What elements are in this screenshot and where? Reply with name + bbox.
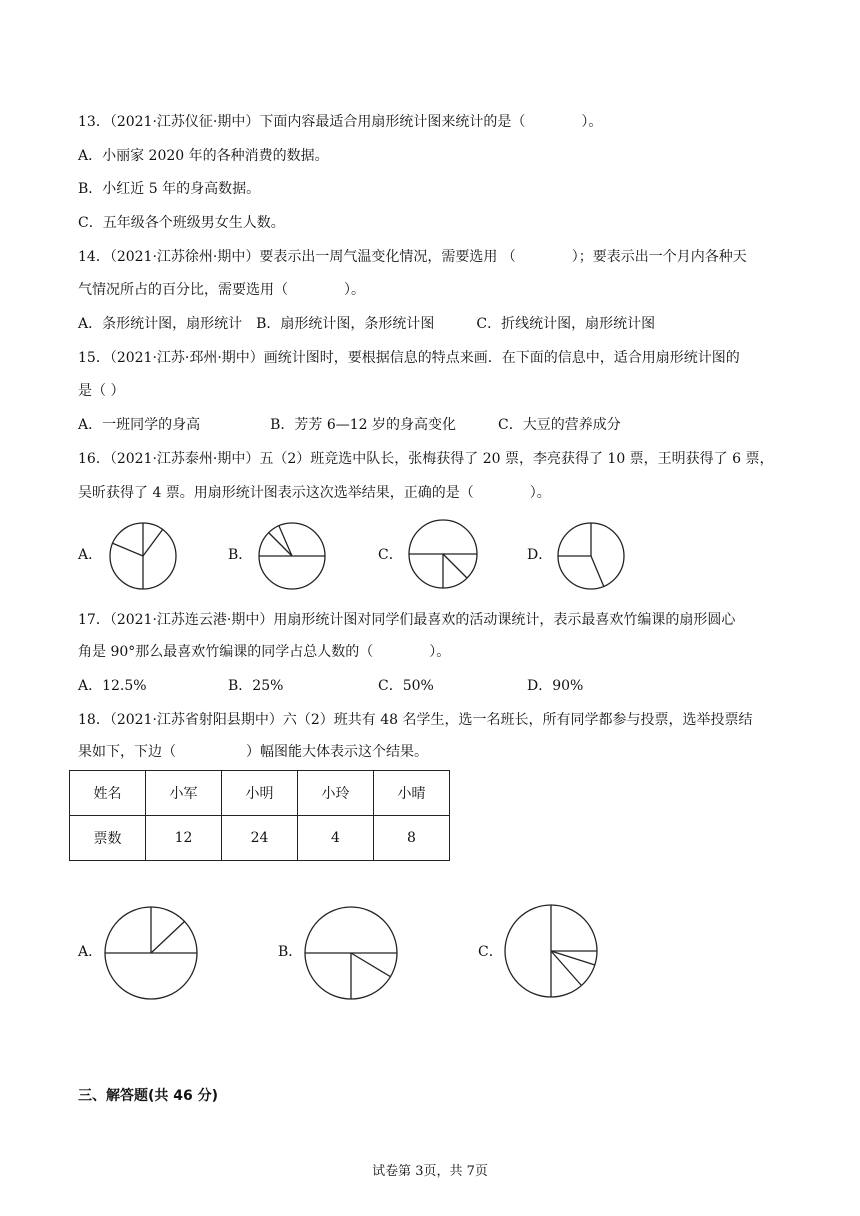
table-cell: 票数	[70, 816, 146, 861]
table-cell: 小玲	[298, 771, 374, 816]
q13-stem: 13．（2021·江苏仪征·期中）下面内容最适合用扇形统计图来统计的是（ ）。	[78, 114, 603, 130]
q18-pie-c	[503, 903, 599, 999]
q16-pie-c	[407, 518, 479, 590]
table-header-row	[70, 771, 450, 816]
q17-option-a: A．12.5%	[78, 678, 147, 694]
q14-stem-line2: 气情况所占的百分比，需要选用（ ）。	[78, 282, 365, 298]
table-cell: 小军	[146, 771, 222, 816]
q18-stem-line1: 18．（2021·江苏省射阳县期中）六（2）班共有 48 名学生，选一名班长，所有同学都参与投票，选举投票结	[78, 712, 753, 728]
q17-stem-line2: 角是 90°那么最喜欢竹编课的同学占总人数的（ ）。	[78, 644, 451, 660]
q17-option-c: C．50%	[378, 678, 434, 694]
q17-option-b: B．25%	[228, 678, 284, 694]
q16-label-a: A．	[78, 547, 103, 563]
q16-pie-d	[556, 521, 626, 591]
q17-stem-line1: 17．（2021·江苏连云港·期中）用扇形统计图对同学们最喜欢的活动课统计，表示最喜欢竹编课的扇形圆心	[78, 612, 736, 628]
q14-stem-line1: 14．（2021·江苏徐州·期中）要表示出一周气温变化情况，需要选用 （ ）；要表示出一个月内各种天	[78, 249, 747, 265]
section-title: 三、解答题(共 46 分)	[78, 1088, 219, 1104]
q13-option-b: B．小红近 5 年的身高数据。	[78, 181, 261, 197]
q16-stem-line1: 16．（2021·江苏泰州·期中）五（2）班竞选中队长，张梅获得了 20 票，李亮获得了 10 票，王明获得了 6 票，	[78, 451, 774, 467]
q18-label-a: A．	[78, 944, 103, 960]
page-footer: 试卷第 3页，共 7页	[372, 1164, 488, 1179]
table-cell: 4	[298, 816, 374, 861]
table-cell: 小晴	[374, 771, 450, 816]
q16-label-c: C．	[378, 547, 403, 563]
q18-stem-line2: 果如下，下边（ ）幅图能大体表示这个结果。	[78, 744, 428, 760]
q18-vote-table	[69, 770, 450, 861]
q15-stem-line2: 是（ ）	[78, 383, 125, 399]
q15-options: A．一班同学的身高 B．芳芳 6—12 岁的身高变化 C．大豆的营养成分	[78, 417, 621, 433]
q13-option-a: A．小丽家 2020 年的各种消费的数据。	[78, 148, 329, 164]
q16-stem-line2: 吴昕获得了 4 票。用扇形统计图表示这次选举结果，正确的是（ ）。	[78, 485, 551, 501]
q18-pie-b	[303, 905, 399, 1001]
q17-option-d: D．90%	[527, 678, 584, 694]
table-row	[70, 816, 450, 861]
q16-label-d: D．	[527, 547, 553, 563]
q18-label-b: B．	[278, 944, 303, 960]
q16-pie-b	[257, 521, 327, 591]
q15-stem-line1: 15．（2021·江苏·邳州·期中）画统计图时，要根据信息的特点来画．在下面的信息中，适合用扇形统计图的	[78, 350, 740, 366]
table-cell: 姓名	[70, 771, 146, 816]
q14-options: A．条形统计图，扇形统计 B．扇形统计图，条形统计图 C．折线统计图，扇形统计图	[78, 316, 656, 332]
table-cell: 12	[146, 816, 222, 861]
q16-pie-a	[108, 521, 178, 591]
table-cell: 8	[374, 816, 450, 861]
q16-label-b: B．	[228, 547, 253, 563]
q18-label-c: C．	[478, 944, 503, 960]
q13-option-c: C．五年级各个班级男女生人数。	[78, 215, 285, 231]
table-cell: 24	[222, 816, 298, 861]
q18-pie-a	[103, 905, 199, 1001]
table-cell: 小明	[222, 771, 298, 816]
